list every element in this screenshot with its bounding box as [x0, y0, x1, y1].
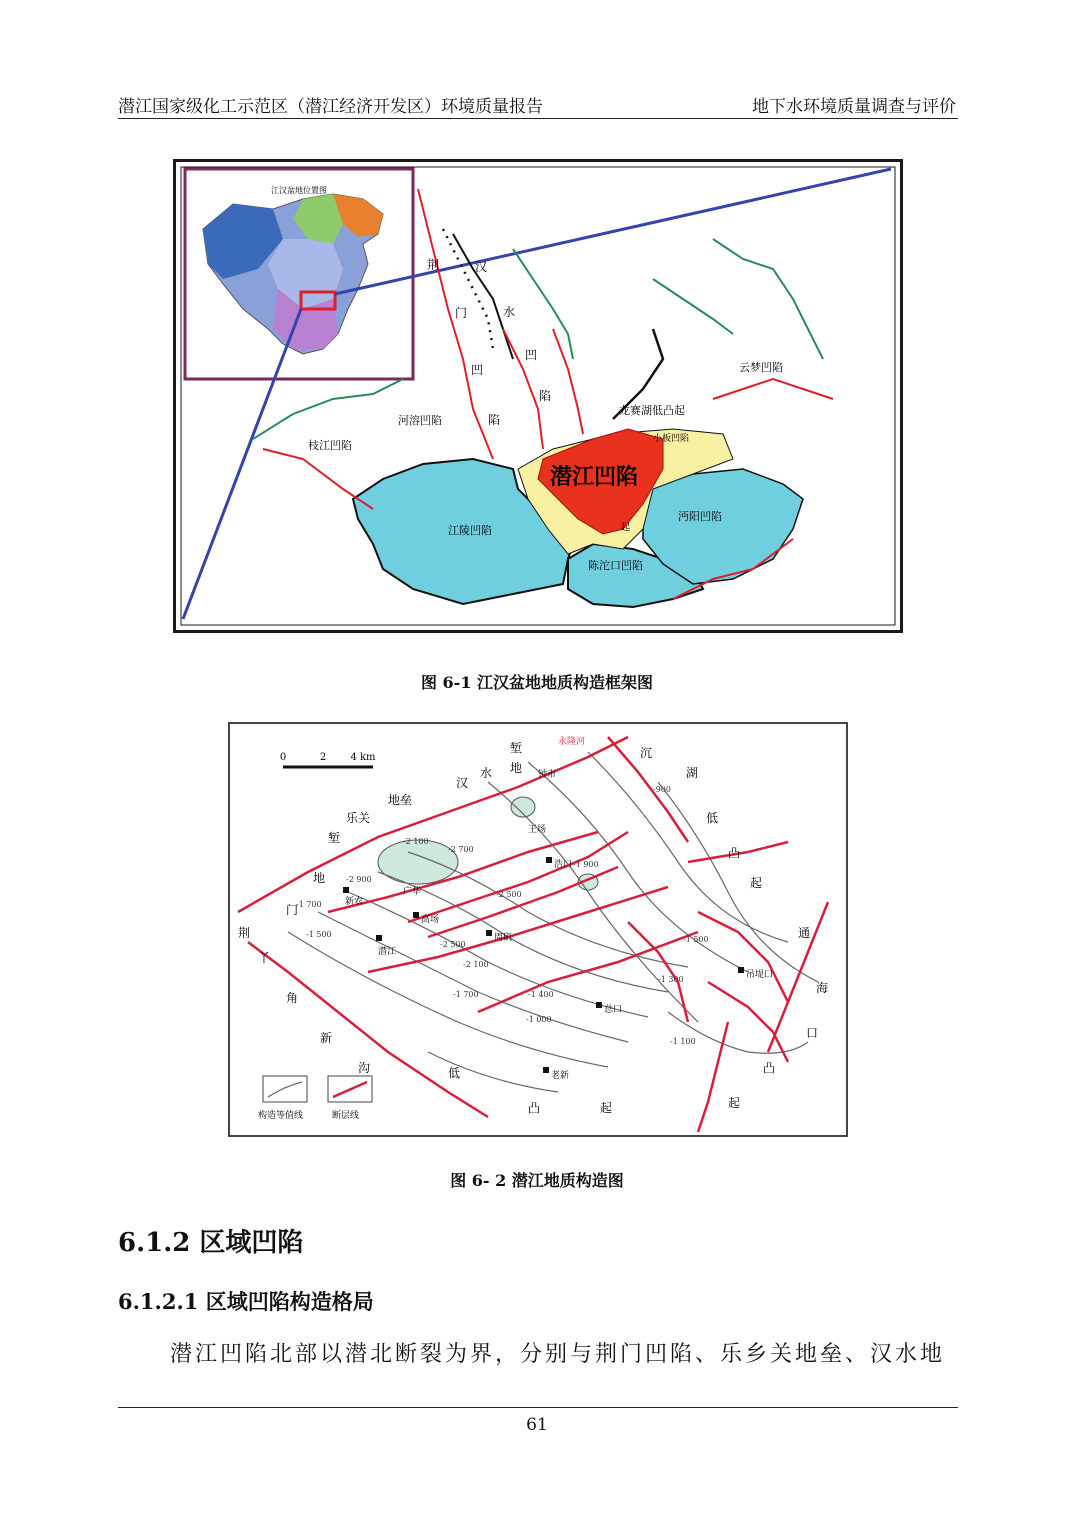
contour-value: -1 300 — [658, 975, 684, 984]
region-jiao: 角 — [286, 991, 299, 1005]
section-heading-3: 6.1.2.1 区域凹陷构造格局 — [118, 1289, 374, 1314]
region-tong: 通 — [798, 926, 811, 940]
contour-value: -2 500 — [496, 890, 522, 899]
region-qi3: 起 — [600, 1101, 613, 1115]
label-mianyang: 沔阳凹陷 — [678, 510, 722, 523]
label-han: 汉 — [475, 260, 488, 274]
place-guanghua: 广华 — [403, 887, 422, 897]
region-tu2: 凸 — [763, 1061, 776, 1075]
region-di: 地 — [313, 871, 326, 885]
label-yunmeng: 云梦凹陷 — [739, 361, 783, 374]
place-wangchang: 王场 — [528, 825, 547, 835]
label-hexi: 河溶凹陷 — [398, 414, 442, 427]
section-heading-2: 6.1.2 区域凹陷 — [118, 1228, 304, 1258]
contour-value: -2 100 — [463, 960, 489, 969]
place-xiekou: 浩口 — [554, 860, 573, 870]
region-kou: 口 — [806, 1026, 819, 1040]
region-yonglong: 永隆河 — [558, 737, 586, 747]
page-number: 61 — [526, 1415, 548, 1435]
place-laoxin: 老新 — [551, 1071, 570, 1081]
contour-value: -2 100 — [403, 837, 429, 846]
region-di3: 低 — [706, 811, 719, 825]
label-chentuokou: 陈沱口凹陷 — [588, 559, 643, 572]
label-ao1: 凹 — [471, 363, 484, 377]
contour-value: -2 700 — [448, 845, 474, 854]
contour-value: -2 500 — [440, 940, 466, 949]
scale-4km: 4 km — [350, 752, 376, 763]
region-qian: 堑 — [328, 831, 341, 845]
label-ao2: 凹 — [525, 348, 538, 362]
label-longsai: 龙赛湖低凸起 — [619, 404, 685, 417]
place-diaotikou: 吊堤口 — [746, 970, 774, 980]
label-shui: 水 — [503, 305, 516, 319]
region-di4: 低 — [448, 1066, 461, 1080]
footer-rule — [118, 1407, 958, 1408]
region-tu3: 凸 — [528, 1101, 541, 1115]
region-tu: 凸 — [728, 846, 741, 860]
contour-value: -1 500 — [306, 930, 332, 939]
region-jing: 荆 — [238, 926, 251, 940]
contour-value: -1 000 — [526, 1015, 552, 1024]
figure1-caption: 图 6-1 江汉盆地地质构造框架图 — [420, 673, 654, 692]
contour-value: -900 — [653, 785, 671, 794]
region-xin: 新 — [320, 1031, 333, 1045]
region-shui: 水 — [480, 766, 493, 780]
place-zhouji-well: 潜江 — [378, 947, 397, 957]
contour-value: -2 900 — [346, 875, 372, 884]
region-chen: 沉 — [640, 746, 653, 760]
inset-title: 江汉盆地位置图 — [271, 186, 327, 195]
scale-2: 2 — [319, 752, 327, 763]
label-men: 门 — [455, 306, 468, 320]
label-qi: 起 — [621, 523, 631, 533]
region-di2: 地 — [510, 761, 523, 775]
running-header-left: 潜江国家级化工示范区（潜江经济开发区）环境质量报告 — [118, 97, 543, 117]
label-xian2: 陷 — [539, 389, 552, 403]
figure2-caption: 图 6- 2 潜江地质构造图 — [450, 1171, 624, 1190]
region-dilei: 地垒 — [388, 793, 413, 807]
contour-value: -1 500 — [683, 935, 709, 944]
region-gou: 沟 — [358, 1061, 371, 1075]
label-jing: 荆 — [427, 258, 440, 272]
scale-0: 0 — [279, 752, 287, 763]
place-zhouji: 周矶 — [494, 933, 513, 943]
place-zongkou: 总口 — [604, 1005, 623, 1015]
place-xinnong: 新农 — [345, 897, 364, 907]
contour-value: -1 400 — [528, 990, 554, 999]
contour-value: -1 700 — [296, 900, 322, 909]
legend-contour: 构造等值线 — [258, 1111, 304, 1121]
region-ya: 丫 — [258, 951, 271, 965]
label-jiangling: 江陵凹陷 — [448, 524, 492, 537]
depression-fill-1 — [378, 840, 458, 884]
region-qi: 起 — [750, 876, 763, 890]
running-header-right: 地下水环境质量调查与评价 — [752, 97, 956, 117]
place-gaochang: 高场 — [421, 915, 440, 925]
region-qian2: 堑 — [510, 741, 523, 755]
region-hu: 湖 — [686, 766, 699, 780]
label-zhijiang: 枝江凹陷 — [308, 439, 352, 452]
region-hai: 海 — [816, 981, 829, 995]
contour-value: -1 700 — [453, 990, 479, 999]
place-zhongshi: 钟市 — [538, 770, 557, 780]
contour-value: -1 100 — [670, 1037, 696, 1046]
label-qianjiang: 潜江凹陷 — [550, 464, 639, 490]
region-han: 汉 — [456, 776, 469, 790]
legend-fault: 断层线 — [332, 1111, 360, 1121]
label-xiaoban: 小板凹陷 — [653, 434, 690, 444]
figure-qianjiang-structure-map — [228, 722, 848, 1137]
region-qi2: 起 — [728, 1096, 741, 1110]
contour-value: -1 900 — [573, 860, 599, 869]
label-xian1: 陷 — [488, 413, 501, 427]
region-men: 门 — [286, 903, 299, 917]
body-paragraph: 潜江凹陷北部以潜北断裂为界，分别与荆门凹陷、乐乡关地垒、汉水地 — [170, 1342, 946, 1367]
header-rule — [118, 118, 958, 119]
figure-jianghan-basin-map — [173, 159, 903, 633]
region-lexiangguan: 乐关 — [346, 811, 371, 825]
